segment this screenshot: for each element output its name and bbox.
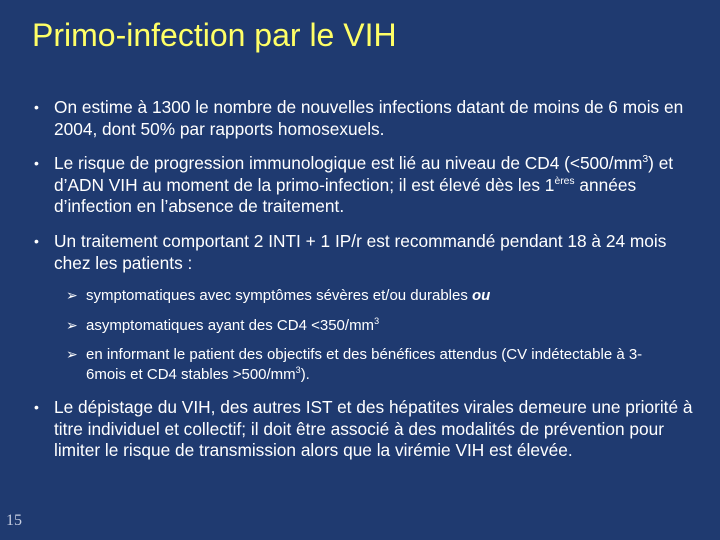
bullet-item bbox=[34, 231, 702, 274]
arrow-right-icon: ➢ bbox=[66, 317, 78, 333]
sub-bullet-text: symptomatiques avec symptômes sévères et/ou durables ou bbox=[86, 287, 491, 304]
bullet-dot-icon: • bbox=[34, 399, 39, 415]
arrow-right-icon: ➢ bbox=[66, 346, 78, 362]
sub-bullet-text: asymptomatiques ayant des $CD4 <350/mm^3$ bbox=[86, 316, 380, 334]
sub-bullet-item bbox=[66, 316, 666, 336]
arrow-right-icon: ➢ bbox=[66, 287, 78, 303]
bullet-item bbox=[34, 153, 702, 218]
sub-bullet-text: en informant le patient des objectifs et des bénéfices attendus (CV indétectable à 3-6mois et CD4 stables $>500/mm^3$). bbox=[86, 346, 643, 383]
bullet-text: Le dépistage du VIH, des autres IST et des hépatites virales demeure une priorité à titre individuel et collectif; il doit être associé à des modalités de prévention pour limiter le risque de transmission alors que la virémie VIH est élevée. bbox=[54, 397, 693, 460]
bullet-text: Le risque de progression immunologique est lié au niveau de CD4 $(<500/mm^3)$ et d’ADN VIH au moment de la primo-infection; il est élevé dès les 1ères années d’infection en l’absence de traitement. bbox=[54, 153, 674, 216]
bullet-item bbox=[34, 397, 702, 462]
sub-bullet-item bbox=[66, 286, 666, 306]
bullet-text: On estime à 1300 le nombre de nouvelles infections datant de moins de 6 mois en 2004, dont 50% par rapports homosexuels. bbox=[54, 97, 684, 139]
page-number: 15 bbox=[6, 512, 22, 529]
slide-title: Primo-infection par le VIH bbox=[32, 17, 397, 53]
bullet-dot-icon: • bbox=[34, 99, 39, 115]
bullet-dot-icon: • bbox=[34, 155, 39, 171]
sub-bullet-item bbox=[66, 345, 666, 385]
bullet-text: Un traitement comportant 2 INTI + 1 IP/r est recommandé pendant 18 à 24 mois chez les patients : bbox=[54, 231, 667, 273]
bullet-dot-icon: • bbox=[34, 233, 39, 249]
bullet-item bbox=[34, 97, 702, 140]
